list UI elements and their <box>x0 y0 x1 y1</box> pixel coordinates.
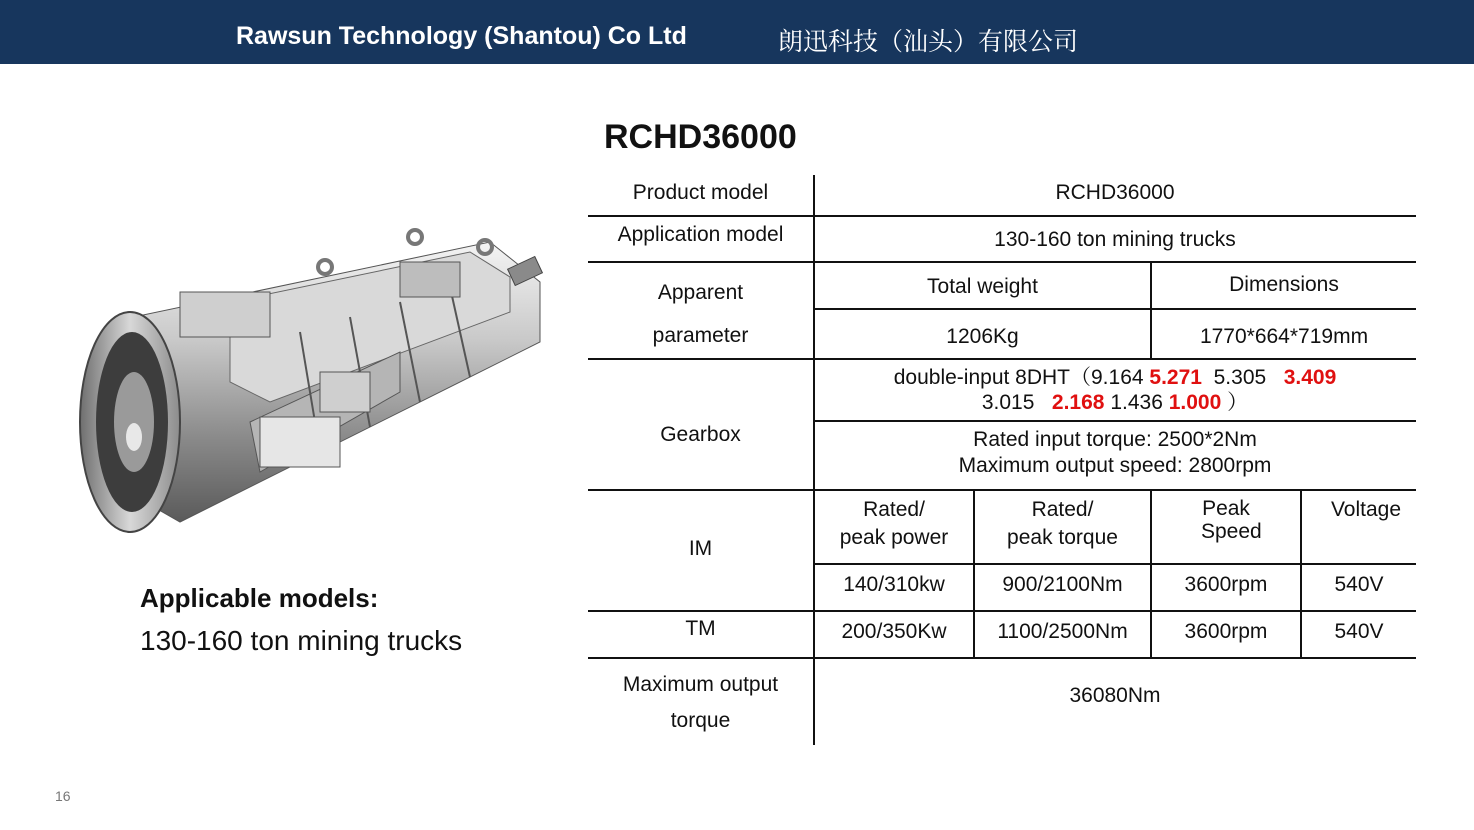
product-model-label: Product model <box>632 181 769 204</box>
im-label: IM <box>688 537 713 560</box>
table-rule <box>588 657 1416 659</box>
col-torque-header-line1: Rated/ <box>1031 498 1094 521</box>
tm-power: 200/350Kw <box>841 620 947 643</box>
col-power-header-line2: peak power <box>839 526 949 549</box>
product-title: RCHD36000 <box>604 118 797 156</box>
applicable-models-heading: Applicable models: <box>140 583 379 613</box>
ratio-2: 5.271 <box>1149 366 1202 389</box>
max-torque-value: 36080Nm <box>1069 684 1161 707</box>
im-power: 140/310kw <box>843 573 945 596</box>
max-torque-label-line2: torque <box>670 709 731 732</box>
im-speed: 3600rpm <box>1184 573 1268 596</box>
im-torque: 900/2100Nm <box>1002 573 1123 596</box>
company-name-en: Rawsun Technology (Shantou) Co Ltd <box>236 22 687 50</box>
gearbox-close: ） <box>1227 391 1249 414</box>
apparent-parameter-label-line1: Apparent <box>657 281 744 304</box>
im-voltage: 540V <box>1334 573 1384 596</box>
application-model-label: Application model <box>617 223 784 246</box>
gearbox-ratios <box>815 365 1415 415</box>
transmission-image <box>70 222 550 542</box>
ratio-7: 1.436 <box>1110 391 1163 414</box>
gearbox-ratios-line1 <box>815 365 1415 390</box>
col-speed-header-line1: Peak <box>1202 497 1250 520</box>
tm-voltage: 540V <box>1334 620 1384 643</box>
apparent-parameter-label-line2: parameter <box>652 324 749 347</box>
table-rule <box>588 358 1416 360</box>
ratio-6: 2.168 <box>1051 391 1105 414</box>
dimensions-value: 1770*664*719mm <box>1199 325 1369 348</box>
rated-input-torque: Rated input torque: 2500*2Nm <box>973 428 1257 451</box>
ratio-4: 3.409 <box>1283 366 1337 389</box>
product-model-value: RCHD36000 <box>1055 181 1175 204</box>
table-rule <box>814 308 1416 310</box>
table-rule <box>588 215 1416 217</box>
company-name-cn: 朗迅科技（汕头）有限公司 <box>778 27 1079 56</box>
table-rule <box>588 489 1416 491</box>
tm-torque: 1100/2500Nm <box>997 620 1128 643</box>
table-rule <box>588 610 1416 612</box>
total-weight-label: Total weight <box>927 275 1038 298</box>
tm-label: TM <box>685 617 716 640</box>
header-bar <box>0 0 1474 64</box>
ratio-5: 3.015 <box>981 391 1035 414</box>
gearbox-label: Gearbox <box>660 423 741 446</box>
gearbox-ratios-line2 <box>815 390 1415 415</box>
page-number: 16 <box>55 788 71 804</box>
gearbox-type: double-input 8DHT（9.164 <box>893 366 1150 389</box>
col-speed-header-line2: Speed <box>1201 520 1262 543</box>
col-power-header-line1: Rated/ <box>863 498 925 521</box>
table-rule <box>814 563 1416 565</box>
table-rule <box>588 261 1416 263</box>
col-voltage-header: Voltage <box>1330 498 1402 521</box>
table-rule <box>814 420 1416 422</box>
tm-speed: 3600rpm <box>1184 620 1268 643</box>
max-torque-label-line1: Maximum output <box>622 673 779 696</box>
application-model-value: 130-160 ton mining trucks <box>994 228 1236 251</box>
ratio-3: 5.305 <box>1213 366 1267 389</box>
dimensions-label: Dimensions <box>1229 273 1339 296</box>
max-output-speed: Maximum output speed: 2800rpm <box>958 454 1272 477</box>
applicable-models-text: 130-160 ton mining trucks <box>140 625 463 656</box>
ratio-8: 1.000 <box>1168 391 1222 414</box>
total-weight-value: 1206Kg <box>946 325 1019 348</box>
col-torque-header-line2: peak torque <box>1007 526 1118 549</box>
